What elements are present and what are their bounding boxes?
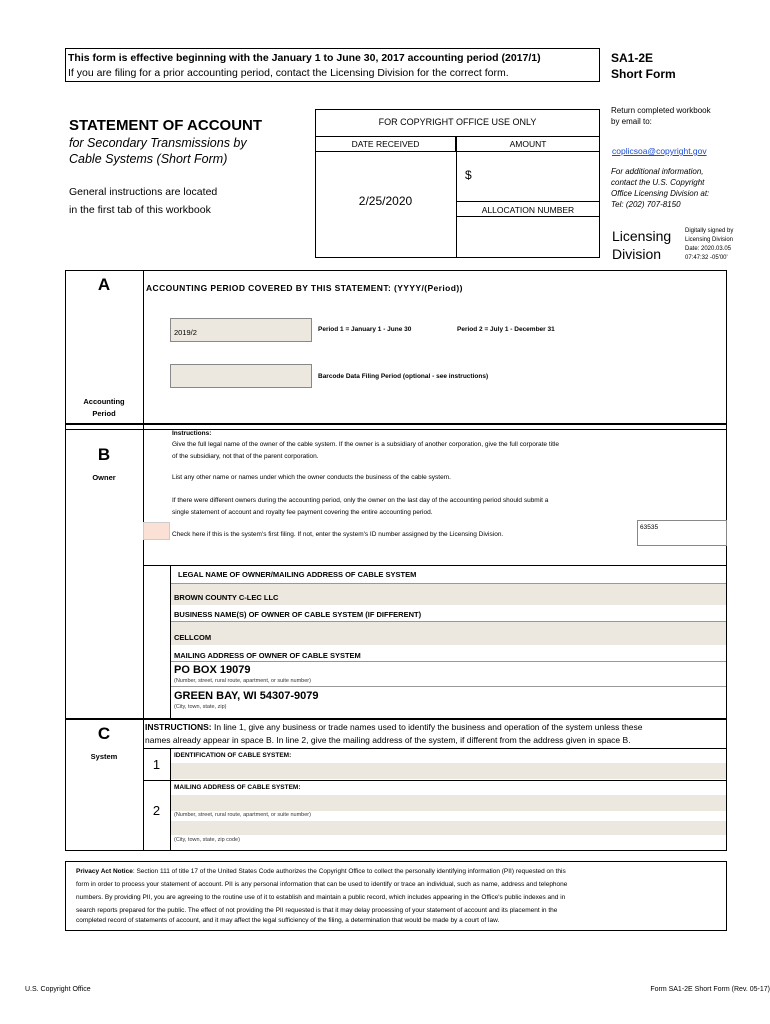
signature-detail-2: Licensing Division	[685, 237, 734, 243]
date-received-value: 2/25/2020	[358, 194, 413, 208]
section-c-divider	[143, 719, 144, 851]
email-link[interactable]: coplicsoa@copyright.gov	[612, 146, 707, 156]
signature-detail-1: Digitally signed by	[685, 228, 734, 234]
mailing-address-heading: MAILING ADDRESS OF OWNER OF CABLE SYSTEM	[174, 651, 361, 660]
system-identification-field[interactable]	[171, 763, 726, 779]
system-mailing-address-field-1[interactable]	[171, 795, 726, 811]
period-2-note: Period 2 = July 1 - December 31	[457, 326, 555, 333]
section-b-top-rule	[65, 429, 727, 430]
privacy-line-1	[76, 868, 566, 875]
office-use-box	[315, 109, 600, 258]
contact-info-3: Office Licensing Division at:	[611, 189, 710, 198]
owner-instructions-title: Instructions:	[172, 430, 212, 437]
office-use-heading: FOR COPYRIGHT OFFICE USE ONLY	[378, 117, 537, 127]
allocation-number-label: ALLOCATION NUMBER	[481, 205, 575, 215]
system-instructions-bold: INSTRUCTIONS:	[145, 722, 212, 732]
section-a-divider	[143, 270, 144, 424]
effective-line: This form is effective beginning with the January 1 to June 30, 2017 accounting period (2017/1)	[68, 52, 541, 64]
section-a-letter: A	[97, 275, 111, 294]
return-instruction-1: Return completed workbook	[611, 106, 711, 115]
owner-instruction-3: List any other name or names under which the owner conducts the business of the cable system.	[172, 474, 451, 481]
footer-form-revision: Form SA1-2E Short Form (Rev. 05-17)	[650, 986, 770, 993]
first-filing-checkbox[interactable]	[143, 522, 170, 540]
barcode-period-field[interactable]	[170, 364, 312, 388]
address-line-1-rule	[171, 686, 726, 687]
address-line-2-hint: (City, town, state, zip)	[174, 704, 227, 710]
system-address-hint-1: (Number, street, rural route, apartment, or suite number)	[174, 812, 311, 818]
privacy-line-3: numbers. By providing PII, you are agreeing to the routine use of it to establish and maintain a public record, which includes appearing in the Office's public indexes and in	[76, 894, 566, 901]
page-title: STATEMENT OF ACCOUNT	[69, 117, 263, 134]
owner-instruction-2: of the subsidiary, not that of the parent corporation.	[172, 453, 319, 460]
signature-detail-3: Date: 2020.03.05	[685, 246, 732, 252]
line-2-number: 2	[152, 803, 161, 818]
privacy-line-1-text: : Section 111 of title 17 of the United States Code authorizes the Copyright Office to collect the personally identifying information (PII) requested on this	[132, 868, 566, 875]
barcode-period-label: Barcode Data Filing Period (optional - see instructions)	[318, 373, 489, 380]
section-a-label-1: Accounting	[83, 397, 125, 406]
return-instruction-2: by email to:	[611, 117, 652, 126]
period-1-note: Period 1 = January 1 - June 30	[318, 326, 412, 333]
system-identification-label: IDENTIFICATION OF CABLE SYSTEM:	[174, 752, 292, 759]
line-1-bottom-rule	[143, 780, 727, 781]
address-line-2: GREEN BAY, WI 54307-9079	[174, 690, 319, 702]
contact-phone: Tel: (202) 707-8150	[611, 200, 681, 209]
form-type: Short Form	[611, 67, 676, 81]
section-a-label-2: Period	[92, 409, 116, 418]
line-1-number: 1	[152, 757, 161, 772]
system-instructions-rest: In line 1, give any business or trade names used to identify the business and operation of the system unless these	[211, 722, 643, 732]
owner-instruction-5: single statement of account and royalty fee payment covering the entire accounting period.	[172, 509, 433, 516]
legal-name-value: BROWN COUNTY C-LEC LLC	[174, 593, 279, 602]
system-address-hint-2: (City, town, state, zip code)	[174, 837, 240, 843]
address-line-1-hint: (Number, street, rural route, apartment, or suite number)	[174, 678, 311, 684]
privacy-line-4: search reports prepared for the public. The effect of not providing the PII requested is that it may delay processing of your statement of account and its placement in the	[76, 907, 558, 914]
owner-instruction-4: If there were different owners during the accounting period, only the owner on the last day of the accounting period should submit a	[172, 497, 549, 504]
system-instructions-2: names already appear in space B. In line 2, give the mailing address of the system, if different from the address given in space B.	[145, 735, 631, 745]
prior-period-line: If you are filing for a prior accounting period, contact the Licensing Division for the correct form.	[68, 67, 509, 79]
general-instructions-2: in the first tab of this workbook	[69, 204, 211, 216]
business-name-value: CELLCOM	[174, 633, 212, 642]
section-c-letter: C	[97, 724, 111, 743]
address-line-1: PO BOX 19079	[174, 664, 251, 676]
privacy-line-2: form in order to process your statement of account. PII is any personal information that can be used to identify or trace an individual, such as name, address and telephone	[76, 881, 568, 888]
system-id-value: 63535	[640, 524, 659, 531]
section-b-label: Owner	[92, 473, 116, 482]
signature-name-1: Licensing	[612, 228, 672, 244]
system-mailing-address-label: MAILING ADDRESS OF CABLE SYSTEM:	[174, 784, 301, 791]
first-filing-text: Check here if this is the system's first filing. If not, enter the system's ID number assigned by the Licensing Division.	[172, 531, 504, 538]
system-lines-top-rule	[143, 748, 727, 749]
form-code: SA1-2E	[611, 51, 654, 65]
amount-value: $	[465, 168, 472, 182]
contact-info-2: contact the U.S. Copyright	[611, 178, 705, 187]
section-c-label: System	[90, 752, 118, 761]
contact-info-1: For additional information,	[611, 167, 704, 176]
section-b-divider	[143, 424, 144, 719]
accounting-period-heading: ACCOUNTING PERIOD COVERED BY THIS STATEMENT: (YYYY/(Period))	[146, 283, 463, 293]
legal-name-heading: LEGAL NAME OF OWNER/MAILING ADDRESS OF CABLE SYSTEM	[178, 570, 417, 579]
section-a-border	[65, 270, 727, 424]
privacy-heading: Privacy Act Notice	[76, 868, 133, 875]
mailing-address-rule	[171, 661, 726, 662]
title-subtitle-2: Cable Systems (Short Form)	[69, 152, 228, 166]
business-name-field[interactable]	[171, 621, 726, 645]
general-instructions-1: General instructions are located	[69, 186, 218, 198]
amount-label: AMOUNT	[509, 139, 547, 149]
system-instructions-1	[145, 722, 643, 732]
business-name-heading: BUSINESS NAME(S) OF OWNER OF CABLE SYSTEM (IF DIFFERENT)	[174, 610, 422, 619]
footer-agency: U.S. Copyright Office	[25, 986, 91, 993]
legal-name-top-rule	[143, 565, 727, 566]
signature-name-2: Division	[612, 246, 662, 262]
signature-detail-4: 07:47:32 -05'00'	[685, 255, 728, 261]
privacy-line-5: completed record of statements of account, and it may affect the legal sufficiency of the filing, a determination that would be made by a court of law.	[76, 917, 500, 924]
accounting-period-value: 2019/2	[174, 328, 197, 337]
system-mailing-address-field-2[interactable]	[171, 821, 726, 835]
owner-instruction-1: Give the full legal name of the owner of the cable system. If the owner is a subsidiary of another corporation, give the full corporate title	[172, 441, 559, 448]
section-b-letter: B	[97, 445, 111, 464]
title-subtitle-1: for Secondary Transmissions by	[69, 136, 247, 150]
date-received-label: DATE RECEIVED	[351, 139, 420, 149]
